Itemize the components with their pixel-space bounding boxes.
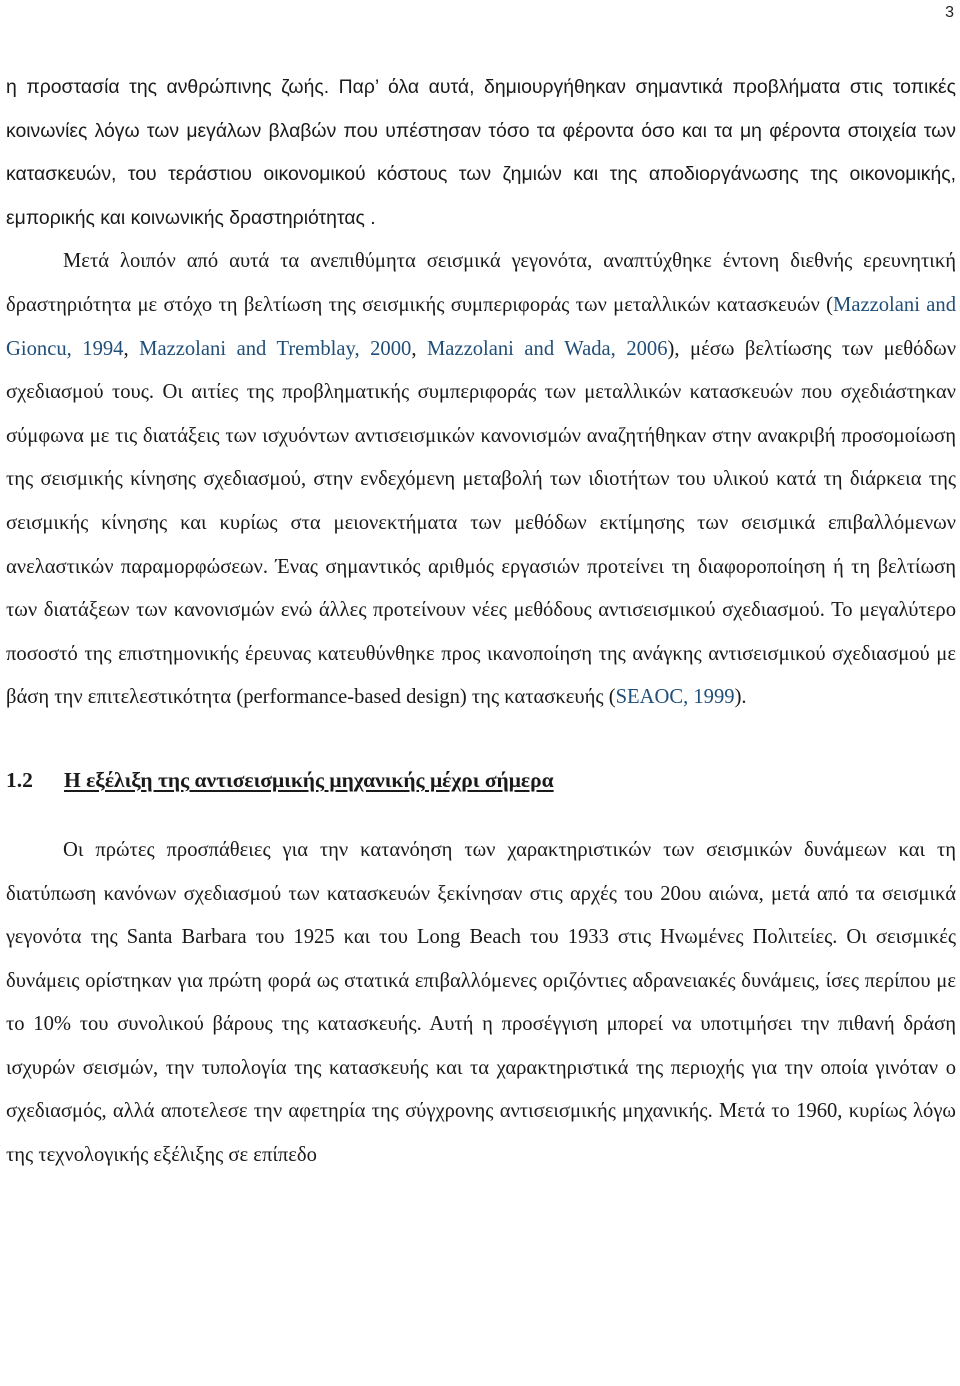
citation-link[interactable]: Mazzolani and Tremblay, 2000 — [139, 337, 412, 360]
page-number: 3 — [945, 4, 954, 21]
citation-link[interactable]: Mazzolani and Gioncu, 1994 — [6, 293, 956, 360]
section-heading — [6, 761, 956, 799]
paragraph-text: ). — [734, 686, 747, 709]
section-number: 1.2 — [6, 767, 33, 792]
paragraph-research-activity — [6, 240, 956, 720]
paragraph-text: Μετά λοιπόν από αυτά τα ανεπιθύμητα σεισμικά γεγονότα, αναπτύχθηκε έντονη διεθνής ερευνητική δραστηριότητα με στόχο τη βελτίωση της σεισμικής συμπεριφοράς των μεταλλικών κατασκευών ( — [6, 250, 956, 316]
citation-separator: , — [123, 337, 140, 360]
paragraph-history: Οι πρώτες προσπάθειες για την κατανόηση των χαρακτηριστικών των σεισμικών δυνάμεων και τη διατύπωση κανόνων σχεδιασμού των κατασκευών ξεκίνησαν στις αρχές του 20ου αιώνα, μετά από τα σεισμικά γεγονότα της Santa Barbara του 1925 και του Long Beach του 1933 στις Ηνωμένες Πολιτείες. Οι σεισμικές δυνάμεις ορίστηκαν για πρώτη φορά ως στατικά επιβαλλόμενες οριζόντιες αδρανειακές δυνάμεις, ίσες περίπου με το 10% του συνολικού βάρους της κατασκευής. Αυτή η προσέγγιση μπορεί να υποτιμήσει την πιθανή δράση ισχυρών σεισμών, την τυπολογία της κατασκευής και τα χαρακτηριστικά της περιοχής για την οποία γινόταν ο σχεδιασμός, αλλά αποτελεσε την αφετηρία της σύγχρονης αντισεισμικής μηχανικής. Μετά το 1960, κυρίως λόγω της τεχνολογικής εξέλιξης σε επίπεδο — [6, 838, 956, 1167]
paragraph-text: ), μέσω βελτίωσης των μεθόδων σχεδιασμού τους. Οι αιτίες της προβληματικής συμπεριφοράς των μεταλλικών κατασκευών που σχεδιάστηκαν σύμφωνα με τις διατάξεις των ισχυόντων αντισεισμικών κανονισμών αναζητήθηκαν στην ανακριβή προσομοίωση της σεισμικής κίνησης σχεδιασμού, στην ενδεχόμενη μεταβολή των ιδιοτήτων του υλικού κατά τη διάρκεια της σεισμικής κίνησης και κυρίως στα μειονεκτήματα των μεθόδων εκτίμησης των σεισμικά επιβαλλόμενων ανελαστικών παραμορφώσεων. Ένας σημαντικός αριθμός εργασιών προτείνει τη διαφοροποίηση ή τη βελτίωση των διατάξεων των κανονισμών ενώ άλλες προτείνουν νέες μεθόδους αντισεισμικού σχεδιασμού. Το μεγαλύτερο ποσοστό της επιστημονικής έρευνας κατευθύνθηκε προς ικανοποίηση της ανάγκης αντισεισμικού σχεδιασμού με βάση την επιτελεστικότητα (performance-based design) της κατασκευής ( — [6, 337, 957, 709]
citation-link[interactable]: SEAOC, 1999 — [615, 686, 735, 709]
citation-link[interactable]: Mazzolani and Wada, 2006 — [426, 337, 668, 360]
section-title: Η εξέλιξη της αντισεισμικής μηχανικής μέχρι σήμερα — [64, 767, 554, 792]
paragraph-continuation: η προστασία της ανθρώπινης ζωής. Παρ’ όλα αυτά, δημιουργήθηκαν σημαντικά προβλήματα στις τοπικές κοινωνίες λόγω των μεγάλων βλαβών που υπέστησαν τόσο τα φέροντα όσο και τα μη φέροντα στοιχεία των κατασκευών, του τεράστιου οικονομικού κόστους των ζημιών και της αποδιοργάνωσης της οικονομικής, εμπορικής και κοινωνικής δραστηριότητας . — [6, 76, 956, 229]
document-body — [6, 66, 956, 1178]
citation-separator: , — [411, 337, 427, 360]
